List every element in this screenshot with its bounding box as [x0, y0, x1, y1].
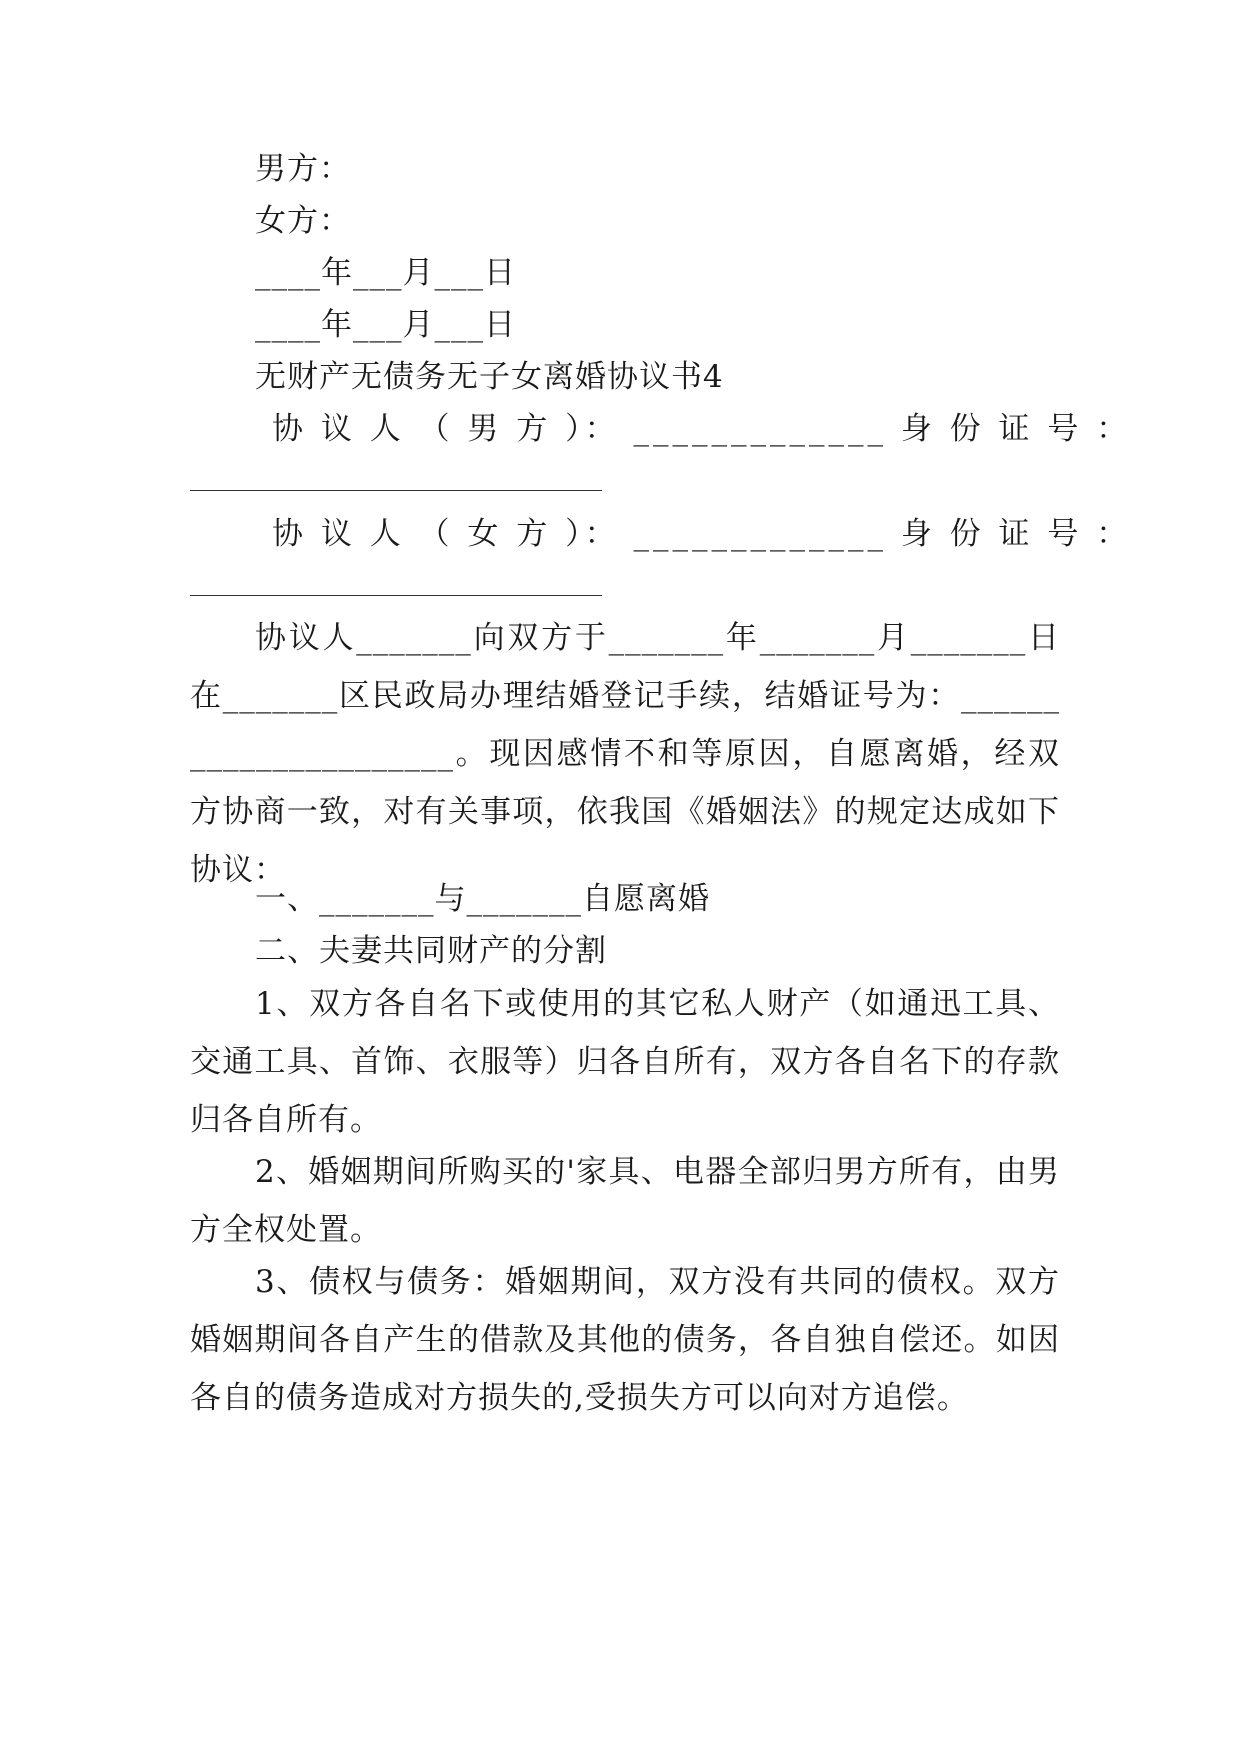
date-line-2: ____年___月___日	[255, 307, 516, 343]
clause-3: 3、债权与债务：婚姻期间，双方没有共同的债权。双方婚姻期间各自产生的借款及其他的债务，各自独自偿还。如因各自的债务造成对方损失的,受损失方可以向对方追偿。	[190, 1264, 1060, 1416]
male-id-blank	[190, 490, 602, 491]
male-party-line: 协 议 人 （ 男 方 ）： _____________ 身 份 证 号 ：	[272, 411, 1132, 447]
item-one: 一、_______与_______自愿离婚	[255, 881, 710, 917]
female-party-line: 协 议 人 （ 女 方 ）： _____________ 身 份 证 号 ：	[272, 516, 1132, 552]
document-title: 无财产无债务无子女离婚协议书4	[255, 359, 724, 395]
female-signature-line: 女方：	[255, 203, 351, 239]
male-signature-line: 男方：	[255, 151, 351, 187]
clause-1: 1、双方各自名下或使用的其它私人财产（如通迅工具、交通工具、首饰、衣服等）归各自所有，双方各自名下的存款归各自所有。	[190, 986, 1060, 1138]
item-two: 二、夫妻共同财产的分割	[255, 933, 607, 969]
female-id-blank	[190, 595, 602, 596]
date-line-1: ____年___月___日	[255, 255, 516, 291]
clause-2: 2、婚姻期间所购买的'家具、电器全部归男方所有，由男方全权处置。	[190, 1154, 1060, 1248]
intro-paragraph: 协议人_______向双方于_______年_______月_______日在_______区民政局办理结婚登记手续，结婚证号为：______________________。现因感情不和等原因，自愿离婚，经双方协商一致，对有关事项，依我国《婚姻法》的规定达成如下协议：	[190, 620, 1060, 888]
